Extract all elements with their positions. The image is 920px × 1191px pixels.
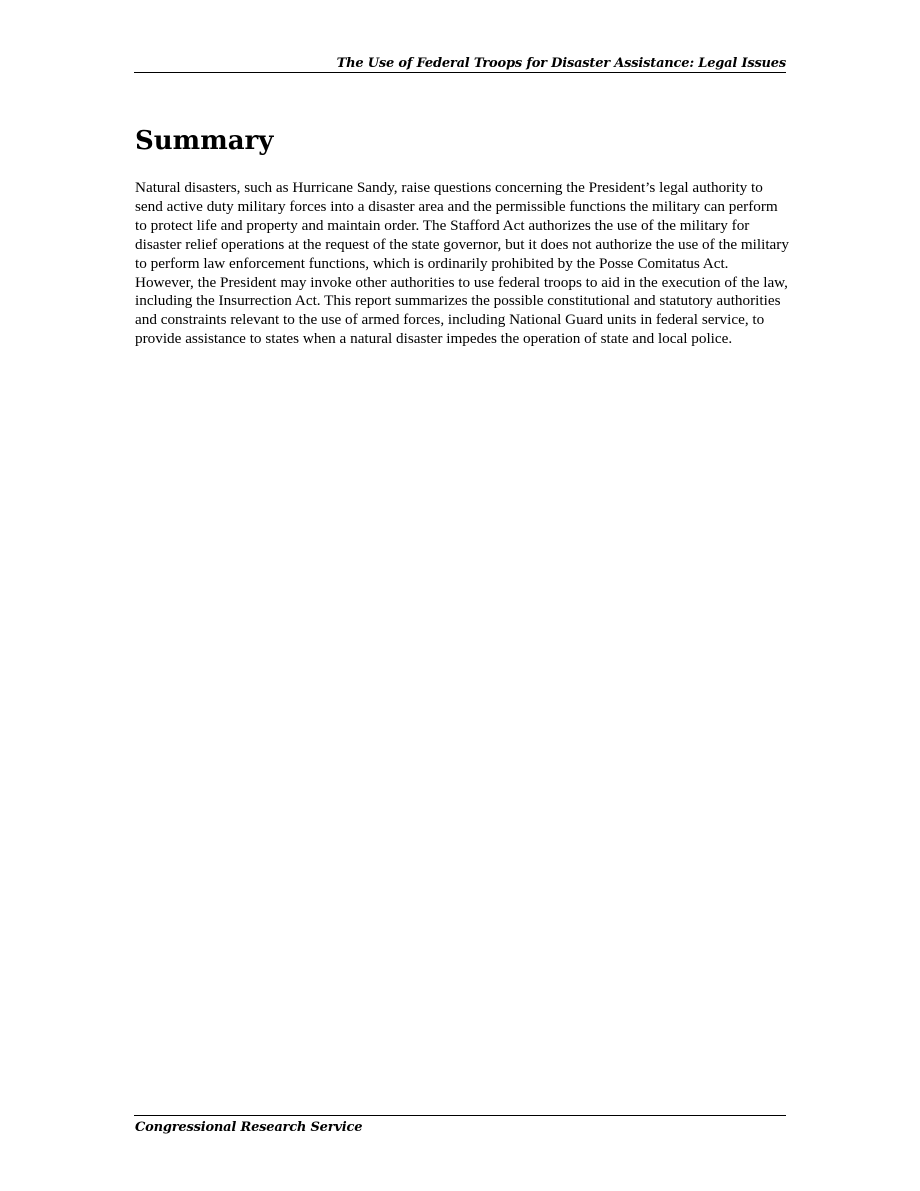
header-rule <box>134 72 786 73</box>
section-title: Summary <box>135 126 274 156</box>
footer-rule <box>134 1115 786 1116</box>
running-header: The Use of Federal Troops for Disaster Assistance: Legal Issues <box>336 56 786 71</box>
running-footer: Congressional Research Service <box>135 1120 363 1135</box>
summary-paragraph: Natural disasters, such as Hurricane Sandy, raise questions concerning the President’s legal authority to send active duty military forces into a disaster area and the permissible functions the military can perform to protect life and property and maintain order. The Stafford Act authorizes the use of the military for disaster relief operations at the request of the state governor, but it does not authorize the use of the military to perform law enforcement functions, which is ordinarily prohibited by the Posse Comitatus Act. However, the President may invoke other authorities to use federal troops to aid in the execution of the law, including the Insurrection Act. This report summarizes the possible constitutional and statutory authorities and constraints relevant to the use of armed forces, including National Guard units in federal service, to provide assistance to states when a natural disaster impedes the operation of state and local police. <box>135 179 789 348</box>
